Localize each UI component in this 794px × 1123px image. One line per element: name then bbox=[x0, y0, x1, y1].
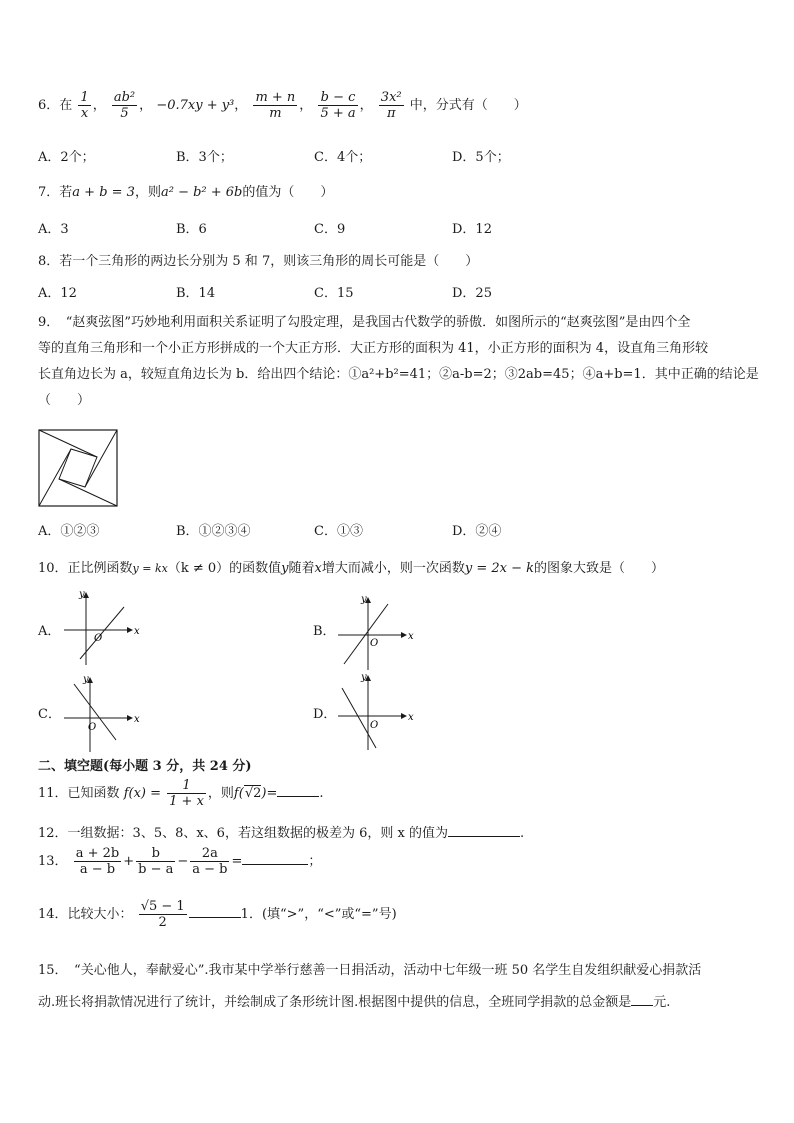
q15-line-2: 动.班长将捐款情况进行了统计，并绘制成了条形统计图.根据图中提供的信息，全班同学捐款的总金额是 bbox=[38, 995, 632, 1010]
q12-text: 12．一组数据：3、5、8、x、6，若这组数据的极差为 6，则 x 的值为 bbox=[38, 826, 448, 841]
q6-options bbox=[38, 146, 758, 164]
q14-tail: 1．(填“>”，“<”或“=”号) bbox=[240, 907, 397, 922]
q9-option-c[interactable]: C．①③ bbox=[314, 524, 363, 539]
q6-option-d[interactable]: D．5个； bbox=[452, 150, 510, 165]
q8-option-c[interactable]: C．15 bbox=[314, 286, 354, 301]
zhao-shuang-diagram bbox=[38, 429, 118, 507]
q9-line-1: 9． “赵爽弦图”巧妙地利用面积关系证明了勾股定理，是我国古代数学的骄傲．如图所示的“赵爽弦图”是由四个全 bbox=[38, 315, 691, 330]
q7-expression: a² − b² + 6b bbox=[160, 185, 243, 200]
q10-condition: （k ≠ 0） bbox=[167, 561, 230, 576]
q13-plus: + bbox=[123, 854, 135, 869]
q10-graph-c[interactable] bbox=[60, 672, 145, 752]
question-11: 11．已知函数 f(x) = $\frac{1}{1 + x}$ ，则f(√2)= . bbox=[38, 778, 324, 809]
q10-graph-c-origin: O bbox=[88, 722, 97, 733]
q12-end: . bbox=[519, 826, 525, 841]
q10-x: x bbox=[314, 561, 322, 576]
q11-f-close: ) bbox=[261, 786, 267, 801]
question-7 bbox=[38, 181, 333, 200]
q11-f-open: f( bbox=[233, 786, 244, 801]
question-9 bbox=[38, 310, 760, 414]
q10-graph-a-y-label: y bbox=[79, 589, 85, 600]
q9-option-b[interactable]: B．①②③④ bbox=[176, 524, 251, 539]
q7-option-a[interactable]: A．3 bbox=[38, 222, 69, 237]
q15-line-2-wrap bbox=[38, 987, 760, 1019]
q9-option-a[interactable]: A．①②③ bbox=[38, 524, 100, 539]
q7-options bbox=[38, 218, 758, 236]
q10-function-1: y = kx bbox=[132, 562, 168, 575]
q10-graph-a-x-label: x bbox=[134, 626, 140, 637]
q10-graph-b[interactable] bbox=[336, 592, 421, 672]
question-15 bbox=[38, 955, 760, 1019]
section-heading-fill-in: 二、填空题(每小题 3 分，共 24 分) bbox=[38, 759, 252, 774]
q8-option-d[interactable]: D．25 bbox=[452, 286, 492, 301]
q10-mid-3: 增大而减小，则一次函数 bbox=[321, 561, 465, 576]
q13-eq: = bbox=[231, 854, 243, 869]
q11-prefix: 11．已知函数 bbox=[38, 786, 120, 801]
q10-option-c-label[interactable]: C． bbox=[38, 707, 61, 722]
q15-answer-blank[interactable] bbox=[631, 991, 653, 1006]
q7-prefix: 7．若 bbox=[38, 185, 73, 200]
q15-unit: 元. bbox=[653, 995, 671, 1010]
q10-graph-d-y-label: y bbox=[361, 672, 367, 683]
q11-eq: = bbox=[266, 786, 278, 801]
q10-mid-1: 的函数值 bbox=[229, 561, 282, 576]
q7-mid: ，则 bbox=[134, 185, 161, 200]
q7-option-d[interactable]: D．12 bbox=[452, 222, 492, 237]
q7-condition: a + b = 3 bbox=[72, 185, 135, 200]
q6-tail: 中，分式有（ ） bbox=[409, 98, 527, 113]
q13-fraction-2: $\frac{b}{b - a}$ bbox=[138, 846, 174, 877]
q6-option-c[interactable]: C．4个； bbox=[314, 150, 372, 165]
q8-option-a[interactable]: A．12 bbox=[38, 286, 77, 301]
q10-graph-c-y-label: y bbox=[83, 674, 89, 685]
q11-root: √2 bbox=[244, 786, 262, 801]
q10-prefix: 10．正比例函数 bbox=[38, 561, 133, 576]
q10-y: y bbox=[281, 561, 289, 576]
q9-line-3: 长直角边长为 a，较短直角边长为 b．给出四个结论：①a²+b²=41；②a-b=2；③2ab=45；④a+b=1．其中正确的结论是 bbox=[38, 367, 759, 382]
q9-options bbox=[38, 520, 758, 538]
q6-expression: −0.7xy + y³ bbox=[156, 98, 235, 113]
q10-mid-2: 随着 bbox=[288, 561, 315, 576]
q10-graph-b-origin: O bbox=[370, 638, 379, 649]
q10-function-2: y = 2x − k bbox=[464, 561, 535, 576]
q14-prefix: 14．比较大小： bbox=[38, 907, 133, 922]
q10-graph-b-x-label: x bbox=[408, 631, 414, 642]
q11-mid: ，则 bbox=[207, 786, 234, 801]
q10-graph-a[interactable] bbox=[60, 587, 145, 667]
question-12 bbox=[38, 822, 524, 841]
q11-function: f(x) = bbox=[123, 786, 161, 801]
q7-option-b[interactable]: B．6 bbox=[176, 222, 207, 237]
q13-minus: − bbox=[177, 854, 189, 869]
q12-answer-blank[interactable] bbox=[448, 822, 520, 837]
q7-option-c[interactable]: C．9 bbox=[314, 222, 346, 237]
q13-fraction-3: $\frac{2a}{a - b}$ bbox=[192, 846, 228, 877]
q6-fraction-3: $\frac{m + n}{m}$ bbox=[255, 90, 296, 121]
q10-graph-c-x-label: x bbox=[134, 714, 140, 725]
q10-option-a-label[interactable]: A． bbox=[38, 624, 61, 639]
q13-fraction-1: $\frac{a + 2b}{a - b}$ bbox=[75, 846, 120, 877]
q13-answer-blank[interactable] bbox=[242, 850, 308, 865]
q10-graph-d[interactable] bbox=[336, 670, 421, 752]
question-6: 6．在 $\frac{1}{x}$ ， $\frac{\text{ab²}}{5}$ ， −0.7xy + y³， $\frac{m + n}{m}$ ， $\frac{b - c}{5 + a}$ ， $\frac{\text{3x²}}{\pi}$ 中，分式有（ ） bbox=[38, 90, 527, 121]
q10-graph-d-origin: O bbox=[370, 720, 379, 731]
q9-line-2: 等的直角三角形和一个小正方形拼成的一个大正方形．大正方形的面积为 41，小正方形的面积为 4，设直角三角形较 bbox=[38, 341, 709, 356]
q13-number: 13． bbox=[38, 854, 68, 869]
question-10 bbox=[38, 557, 664, 576]
q10-graph-d-x-label: x bbox=[408, 712, 414, 723]
q14-fraction: $\frac{√5 - 1}{2}$ bbox=[140, 899, 185, 930]
q13-end: ； bbox=[308, 854, 322, 869]
question-14 bbox=[38, 899, 397, 930]
q6-fraction-4: $\frac{b - c}{5 + a}$ bbox=[320, 90, 356, 121]
q6-option-a[interactable]: A．2个； bbox=[38, 150, 95, 165]
q10-graph-a-origin: O bbox=[94, 633, 103, 644]
q6-fraction-5: $\frac{\text{3x²}}{\pi}$ bbox=[380, 90, 402, 121]
q6-fraction-1: $\frac{1}{x}$ bbox=[80, 90, 89, 121]
question-13 bbox=[38, 846, 321, 877]
q6-option-b[interactable]: B．3个； bbox=[176, 150, 233, 165]
q9-option-d[interactable]: D．②④ bbox=[452, 524, 502, 539]
q15-line-1: 15． “关心他人，奉献爱心”.我市某中学举行慈善一日捐活动，活动中七年级一班 50 名学生自发组织献爱心捐款活 bbox=[38, 963, 702, 978]
q10-option-b-label[interactable]: B． bbox=[313, 624, 336, 639]
q8-options bbox=[38, 282, 758, 300]
q11-fraction: $\frac{1}{1 + x}$ bbox=[169, 778, 204, 809]
q10-option-d-label[interactable]: D． bbox=[313, 707, 337, 722]
q11-answer-blank[interactable] bbox=[277, 782, 319, 797]
q10-tail: 的图象大致是（ ） bbox=[534, 561, 665, 576]
q6-fraction-2: $\frac{\text{ab²}}{5}$ bbox=[113, 90, 136, 121]
question-8: 8．若一个三角形的两边长分别为 5 和 7，则该三角形的周长可能是（ ） bbox=[38, 254, 479, 269]
q9-line-4: （ ） bbox=[38, 393, 91, 408]
q6-number: 6．在 bbox=[38, 98, 73, 113]
q14-answer-blank[interactable] bbox=[189, 903, 241, 918]
q8-option-b[interactable]: B．14 bbox=[176, 286, 216, 301]
q10-graph-b-y-label: y bbox=[361, 594, 367, 605]
q7-tail: 的值为（ ） bbox=[242, 185, 334, 200]
